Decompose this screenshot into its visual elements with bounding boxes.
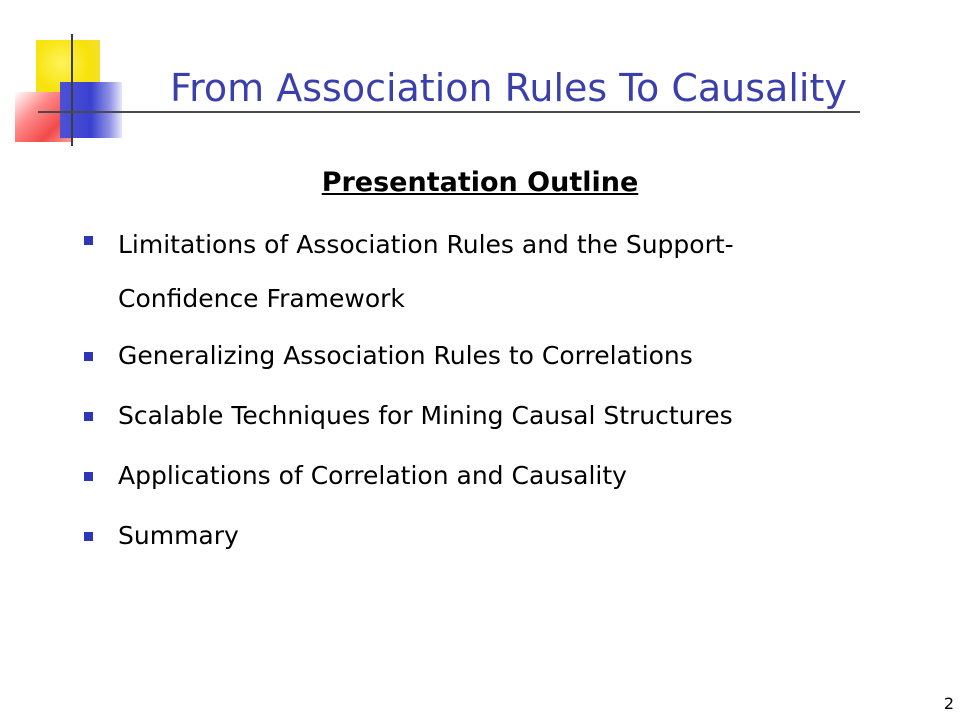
logo-blue-block [60, 82, 122, 138]
slide-title: From Association Rules To Causality [170, 66, 847, 110]
page-number: 2 [943, 694, 954, 713]
list-item [84, 336, 844, 376]
decorative-logo [0, 0, 130, 150]
square-bullet-icon [84, 352, 93, 361]
square-bullet-icon [84, 236, 93, 245]
square-bullet-icon [84, 412, 93, 421]
list-item-text: Limitations of Association Rules and the Support-Confidence Framework [118, 230, 734, 313]
list-item-text: Generalizing Association Rules to Correlations [118, 341, 693, 370]
list-item-text: Scalable Techniques for Mining Causal Structures [118, 401, 733, 430]
list-item-text: Summary [118, 521, 239, 550]
square-bullet-icon [84, 532, 93, 541]
outline-list [84, 218, 844, 556]
list-item [84, 516, 844, 556]
list-item [84, 218, 844, 326]
section-heading: Presentation Outline [321, 167, 639, 198]
list-item-text: Applications of Correlation and Causality [118, 461, 627, 490]
list-item [84, 456, 844, 496]
logo-vertical-line [71, 34, 73, 146]
square-bullet-icon [84, 472, 93, 481]
list-item [84, 396, 844, 436]
